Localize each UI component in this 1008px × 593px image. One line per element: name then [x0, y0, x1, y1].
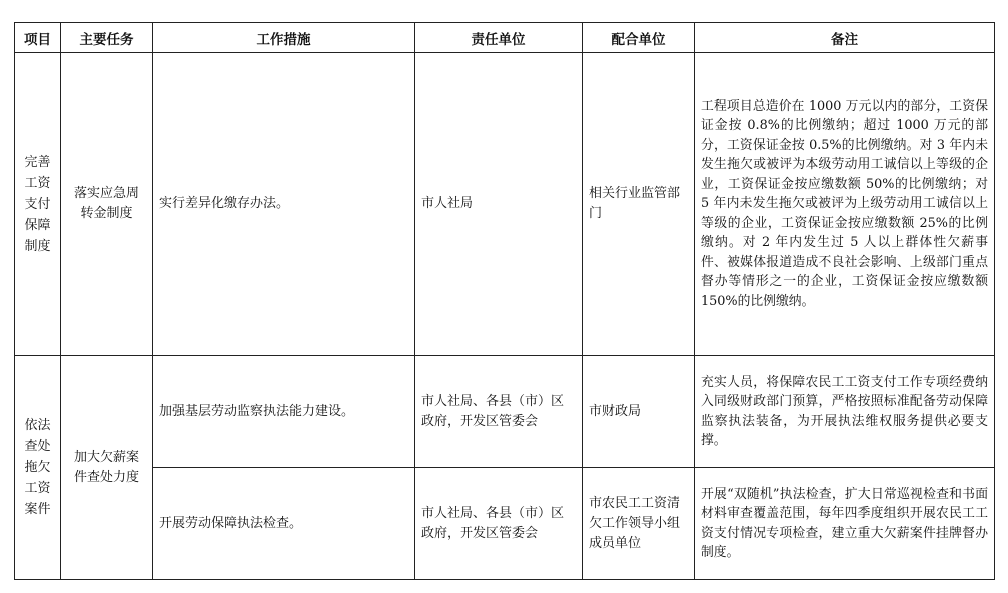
table-row	[15, 53, 995, 356]
remarks-cell: 充实人员，将保障农民工工资支付工作专项经费纳入同级财政部门预算，严格按照标准配备劳动保障监察执法装备，为开展执法维权服务提供必要支撑。	[695, 356, 995, 468]
header-project: 项目	[15, 23, 61, 53]
work-measure-cell: 开展劳动保障执法检查。	[153, 468, 415, 580]
remarks-cell: 工程项目总造价在 1000 万元以内的部分，工资保证金按 0.8%的比例缴纳；超过 1000 万元的部分，工资保证金按 0.5%的比例缴纳。对 3 年内未发生拖欠或被评为本级劳动用工诚信以上等级的企业，工资保证金按应缴数额 50%的比例缴纳；对 5 年内未发生拖欠或被评为上级劳动用工诚信以上等级的企业，工资保证金按应缴数额 25%的比例缴纳。对 2 年内发生过 5 人以上群体性欠薪事件、被媒体报道造成不良社会影响、上级部门重点督办等情形之一的企业，工资保证金按应缴数额 150%的比例缴纳。	[695, 53, 995, 356]
table-header-row	[15, 23, 995, 53]
work-measure-cell: 实行差异化缴存办法。	[153, 53, 415, 356]
responsible-unit-cell: 市人社局	[415, 53, 583, 356]
project-cell: 完善工资支付保障制度	[15, 53, 61, 356]
header-main-task: 主要任务	[61, 23, 153, 53]
main-task-cell: 加大欠薪案件查处力度	[61, 356, 153, 580]
header-work-measure: 工作措施	[153, 23, 415, 53]
header-cooperating-unit: 配合单位	[583, 23, 695, 53]
header-remarks: 备注	[695, 23, 995, 53]
table-row	[15, 468, 995, 580]
responsible-unit-cell: 市人社局、各县（市）区政府，开发区管委会	[415, 356, 583, 468]
main-task-cell: 落实应急周转金制度	[61, 53, 153, 356]
work-measure-cell: 加强基层劳动监察执法能力建设。	[153, 356, 415, 468]
responsible-unit-cell: 市人社局、各县（市）区政府，开发区管委会	[415, 468, 583, 580]
cooperating-unit-cell: 相关行业监管部门	[583, 53, 695, 356]
table-row	[15, 356, 995, 468]
project-cell: 依法查处拖欠工资案件	[15, 356, 61, 580]
remarks-cell: 开展“双随机”执法检查，扩大日常巡视检查和书面材料审查覆盖范围，每年四季度组织开展农民工工资支付情况专项检查，建立重大欠薪案件挂牌督办制度。	[695, 468, 995, 580]
header-responsible-unit: 责任单位	[415, 23, 583, 53]
cooperating-unit-cell: 市农民工工资清欠工作领导小组成员单位	[583, 468, 695, 580]
policy-table	[14, 22, 995, 580]
cooperating-unit-cell: 市财政局	[583, 356, 695, 468]
